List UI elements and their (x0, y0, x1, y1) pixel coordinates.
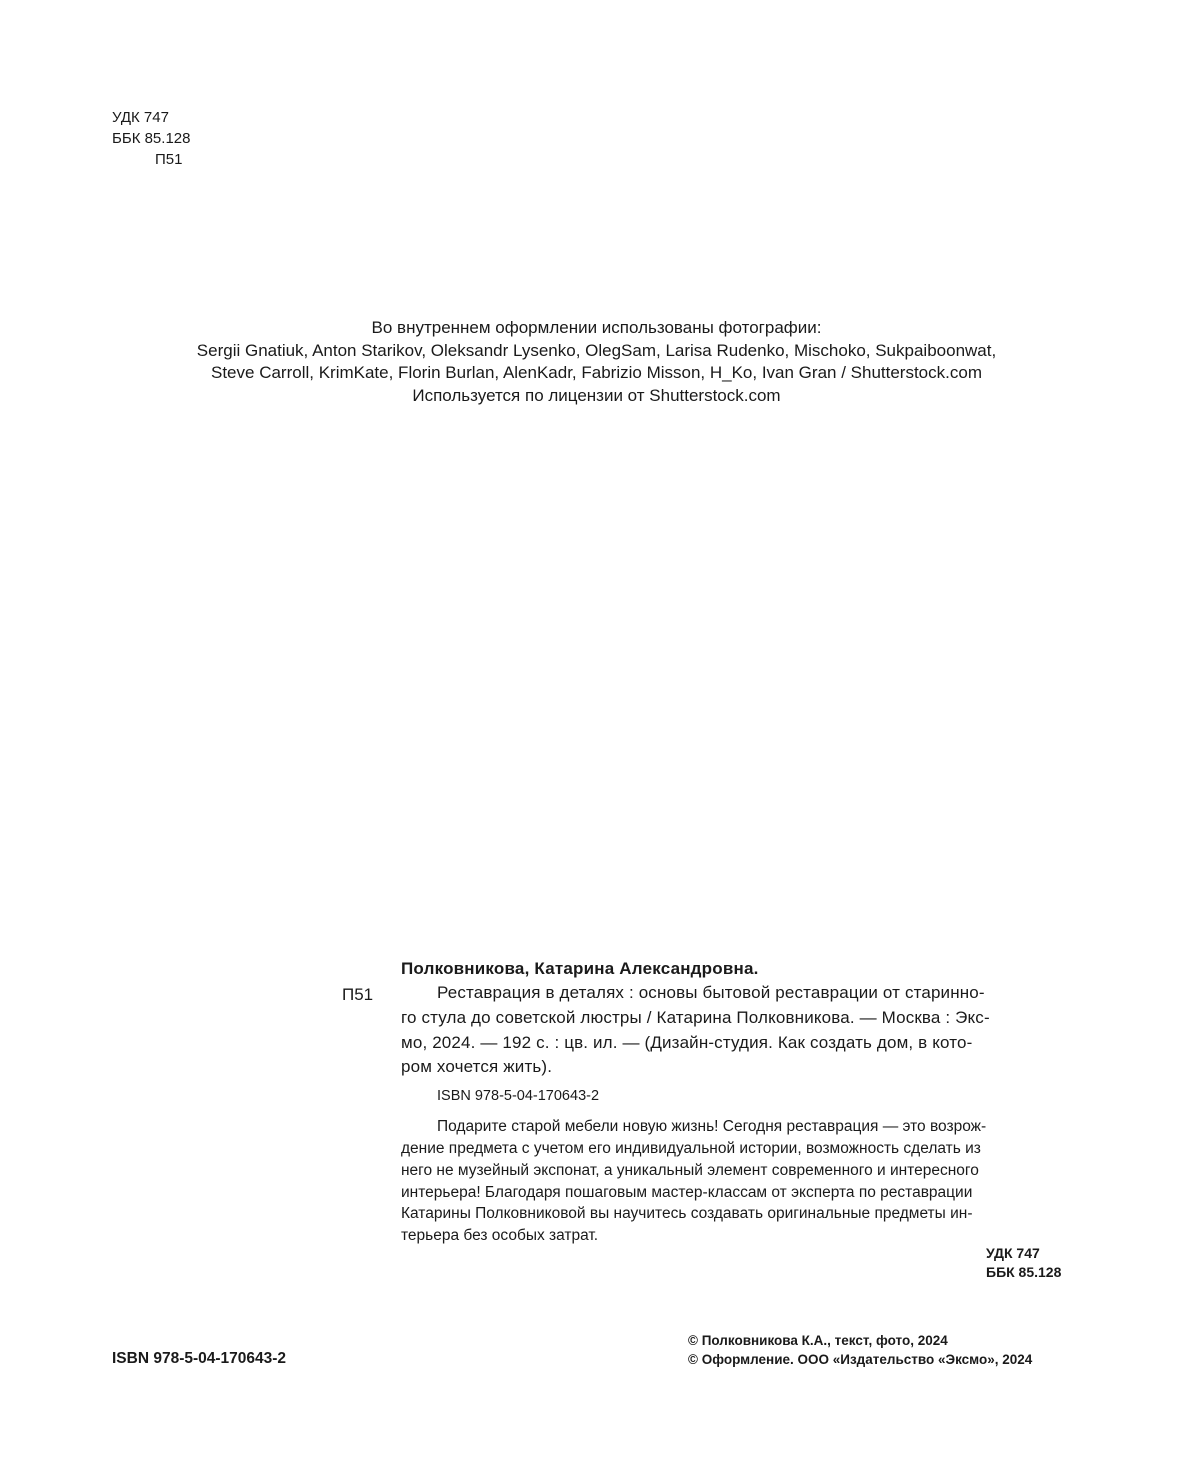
credits-line: Sergii Gnatiuk, Anton Starikov, Oleksandr Lysenko, OlegSam, Larisa Rudenko, Mischoko, Sukpaiboonwat, (196, 340, 997, 360)
card-description-line: мо, 2024. — 192 с. : цв. ил. — (Дизайн-студия. Как создать дом, в кото- (401, 1033, 973, 1052)
card-isbn: ISBN 978-5-04-170643-2 (437, 1088, 600, 1104)
card-author-mark: П51 (342, 985, 374, 1004)
card-udk: УДК 747 (986, 1245, 1040, 1261)
copyright-line: © Полковникова К.А., текст, фото, 2024 (688, 1333, 948, 1348)
annotation-line: интерьера! Благодаря пошаговым мастер-классам от эксперта по реставрации (401, 1184, 973, 1201)
annotation-line: дение предмета с учетом его индивидуальной истории, возможность сделать из (401, 1140, 981, 1157)
annotation-line: терьера без особых затрат. (401, 1227, 599, 1244)
card-description-line: го стула до советской люстры / Катарина Полковникова. — Москва : Экс- (401, 1008, 990, 1027)
credits-line: Во внутреннем оформлении использованы фотографии: (371, 318, 822, 337)
card-bbk: ББК 85.128 (986, 1264, 1062, 1280)
card-description-line: ром хочется жить). (401, 1057, 553, 1076)
card-author: Полковникова, Катарина Александровна. (401, 959, 759, 978)
credits-line: Steve Carroll, KrimKate, Florin Burlan, AlenKadr, Fabrizio Misson, H_Ko, Ivan Gran / Shutterstock.com (211, 363, 982, 382)
author-mark: П51 (155, 151, 183, 168)
photo-credits (60, 317, 1133, 407)
footer-isbn: ISBN 978-5-04-170643-2 (112, 1350, 287, 1367)
annotation-line: Катарины Полковниковой вы научитесь создавать оригинальные предметы ин- (401, 1205, 973, 1222)
bbk-code: ББК 85.128 (112, 130, 191, 147)
credits-line: Используется по лицензии от Shutterstock.com (412, 385, 781, 405)
annotation-line: него не музейный экспонат, а уникальный элемент современного и интересного (401, 1162, 979, 1179)
annotation-line: Подарите старой мебели новую жизнь! Сегодня реставрация — это возрож- (437, 1118, 987, 1135)
card-description-line: Реставрация в деталях : основы бытовой реставрации от старинно- (437, 983, 985, 1002)
copyright-line: © Оформление. ООО «Издательство «Эксмо», 2024 (688, 1352, 1033, 1367)
udk-code: УДК 747 (112, 109, 169, 126)
